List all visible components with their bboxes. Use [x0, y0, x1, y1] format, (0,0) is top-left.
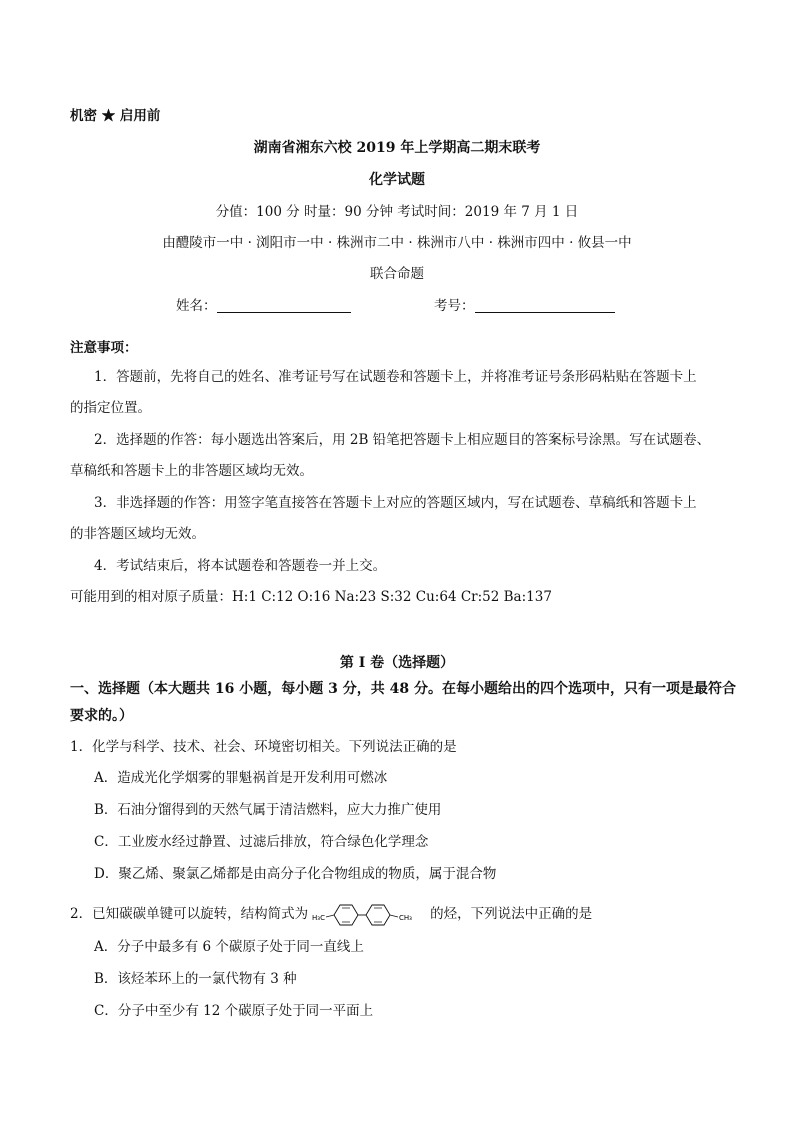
- struct-left-label: H₃C: [312, 913, 326, 922]
- number-label: 考号：: [434, 298, 475, 314]
- section-instruction-line-2: 要求的。）: [70, 708, 133, 724]
- confidential-mark: 机密 ★ 启用前: [70, 108, 161, 124]
- part1-title: 第 I 卷（选择题）: [339, 655, 455, 671]
- note-2-line-1: 2．选择题的作答：每小题选出答案后，用 2B 铅笔把答题卡上相应题目的答案标号涂黑。写在试题卷、: [94, 432, 711, 448]
- exam-meta: 分值：100 分 时量：90 分钟 考试时间：2019 年 7 月 1 日: [215, 204, 579, 220]
- question-1-option-a: A．造成光化学烟雾的罪魁祸首是开发利用可燃冰: [94, 770, 388, 786]
- notes-heading: 注意事项：: [70, 340, 138, 356]
- question-1-option-c: C．工业废水经过静置、过滤后排放，符合绿色化学理念: [94, 834, 429, 850]
- note-4: 4．考试结束后，将本试题卷和答题卷一并上交。: [94, 558, 387, 574]
- question-2-option-b: B．该烃苯环上的一氯代物有 3 种: [94, 971, 297, 987]
- number-field[interactable]: [434, 294, 615, 314]
- note-1-line-2: 的指定位置。: [70, 400, 151, 416]
- question-2-option-a: A．分子中最多有 6 个碳原子处于同一直线上: [94, 939, 364, 955]
- note-2-line-2: 草稿纸和答题卡上的非答题区域均无效。: [70, 463, 313, 479]
- name-field[interactable]: [176, 294, 351, 314]
- name-label: 姓名：: [176, 298, 217, 314]
- question-1-stem: 1．化学与科学、技术、社会、环境密切相关。下列说法正确的是: [70, 739, 457, 755]
- section-instruction-line-1: 一、选择题（本大题共 16 小题，每小题 3 分，共 48 分。在每小题给出的四个选项中，只有一项是最符合: [70, 681, 736, 697]
- question-2-stem: [70, 902, 730, 927]
- subject-title: 化学试题: [369, 172, 425, 188]
- exam-title: 湖南省湘东六校 2019 年上学期高二期末联考: [253, 140, 541, 156]
- question-1-option-b: B．石油分馏得到的天然气属于清洁燃料，应大力推广使用: [94, 802, 442, 818]
- atomic-masses: 可能用到的相对原子质量：H:1 C:12 O:16 Na:23 S:32 Cu:64 Cr:52 Ba:137: [70, 589, 552, 605]
- number-blank[interactable]: [475, 298, 615, 313]
- question-1-option-d: D．聚乙烯、聚氯乙烯都是由高分子化合物组成的物质，属于混合物: [94, 866, 497, 882]
- note-3-line-2: 的非答题区域均无效。: [70, 526, 205, 542]
- note-3-line-1: 3．非选择题的作答：用签字笔直接答在答题卡上对应的答题区域内，写在试题卷、草稿纸和答题卡上: [94, 495, 697, 511]
- name-blank[interactable]: [217, 298, 351, 313]
- school-list: 由醴陵市一中 · 浏阳市一中 · 株洲市二中 · 株洲市八中 · 株洲市四中 · 攸县一中: [162, 235, 632, 251]
- biphenyl-structure-icon: [312, 903, 426, 927]
- struct-right-label: CH₃: [399, 913, 413, 922]
- joint-setting: 联合命题: [370, 266, 424, 282]
- question-2-stem-before: 2．已知碳碳单键可以旋转，结构简式为: [70, 906, 309, 922]
- note-1-line-1: 1．答题前，先将自己的姓名、准考证号写在试题卷和答题卡上，并将准考证号条形码粘贴在答题卡上: [94, 369, 697, 385]
- question-2-stem-after: 的烃，下列说法中正确的是: [430, 906, 593, 922]
- question-2-option-c: C．分子中至少有 12 个碳原子处于同一平面上: [94, 1003, 374, 1019]
